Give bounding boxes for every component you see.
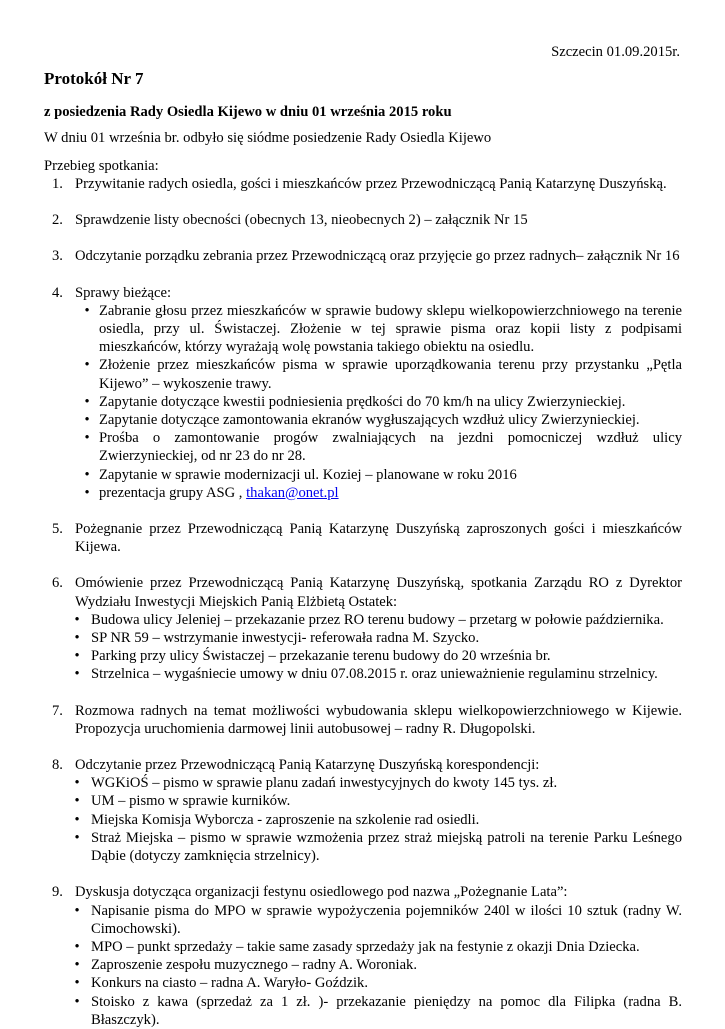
item-number: 2. [52,212,63,229]
bullet-icon: • [84,393,90,410]
list-item: • Konkurs na ciasto – radna A. Waryło- Goździk. [44,974,682,992]
item-text: Sprawy bieżące: [75,284,172,301]
list-item: • Prośba o zamontowanie progów zwalniających na jezdni pomocniczej wzdłuż ulicy Zwierzynieckiej, od nr 23 do nr 28. [44,429,682,465]
agenda-item-1 [44,175,682,193]
item-number: 8. [52,757,63,774]
bullet-icon: • [74,611,80,628]
item-number: 9. [52,884,63,901]
item-text: Omówienie przez Przewodniczącą Panią Katarzynę Duszyńską, spotkania Zarządu RO z Dyrektor Wydziału Inwestycji Miejskich Panią Elżbietą Ostatek: [75,575,682,610]
item-text: Przywitanie radych osiedla, gości i mieszkańców przez Przewodniczącą Panią Katarzynę Duszyńską. [75,176,667,192]
list-item: • prezentacja grupy ASG , thakan@onet.pl [44,484,682,502]
bullet-icon: • [74,793,80,810]
item-number: 6. [52,575,63,592]
bullet-icon: • [74,630,80,647]
list-item: • Zapytanie dotyczące kwestii podniesienia prędkości do 70 km/h na ulicy Zwierzynieckiej. [44,393,682,411]
agenda-item-5 [44,520,682,556]
list-item: • Zapytanie w sprawie modernizacji ul. Koziej – planowane w roku 2016 [44,466,682,484]
item-number: 4. [52,284,63,301]
bullet-icon: • [84,484,90,501]
item-number: 7. [52,702,63,719]
item-text: Odczytanie porządku zebrania przez Przewodniczącą oraz przyjęcie go przez radnych– załącznik Nr 16 [75,248,680,265]
bullet-icon: • [74,975,80,992]
item-number: 3. [52,248,63,265]
list-item: • Zabranie głosu przez mieszkańców w sprawie budowy sklepu wielkopowierzchniowego na terenie osiedla, przy ul. Świstaczej. Złożenie w tej sprawie pisma oraz kopii listy z podpisami mieszkańców, którzy wyrażają wolę powstania takiego obiektu na osiedlu. [44,302,682,357]
list-item: • Miejska Komisja Wyborcza - zaproszenie na szkolenie rad osiedli. [44,811,682,829]
bullet-icon: • [74,648,80,665]
bullet-icon: • [74,829,80,846]
item-6-bullets [44,611,682,684]
list-item: • Strzelnica – wygaśniecie umowy w dniu 07.08.2015 r. oraz unieważnienie regulaminu strzelnicy. [44,665,682,683]
agenda-item-9 [44,883,682,901]
list-item: • Budowa ulicy Jeleniej – przekazanie przez RO terenu budowy – przetarg w połowie października. [44,611,682,629]
item-number: 5. [52,521,63,538]
agenda-item-3 [44,247,682,265]
item-text: Dyskusja dotycząca organizacji festynu osiedlowego pod nazwa „Pożegnanie Lata”: [75,884,568,901]
list-item: • WGKiOŚ – pismo w sprawie planu zadań inwestycyjnych do kwoty 145 tys. zł. [44,774,682,792]
list-item: • Napisanie pisma do MPO w sprawie wypożyczenia pojemników 240l w ilości 10 sztuk (radny W. Cimochowski). [44,902,682,938]
item-number: 1. [52,176,63,192]
item-text: Sprawdzenie listy obecności (obecnych 13, nieobecnych 2) – załącznik Nr 15 [75,212,528,229]
bullet-icon: • [84,412,90,429]
list-item: • Złożenie przez mieszkańców pisma w sprawie uporządkowania terenu przy przystanku „Pętla Kijewo” – wykoszenie trawy. [44,356,682,392]
list-item: • Stoisko z kawa (sprzedaż za 1 zł. )- przekazanie pieniędzy na pomoc dla Filipka (radna B. Błaszczyk). [44,993,682,1029]
document-date: Szczecin 01.09.2015r. [551,44,680,60]
agenda-item-7 [44,702,682,738]
item-8-bullets [44,774,682,865]
meeting-agenda-label: Przebieg spotkania: [44,158,159,174]
list-item: • SP NR 59 – wstrzymanie inwestycji- referowała radna M. Szycko. [44,629,682,647]
email-link[interactable]: thakan@onet.pl [246,484,339,501]
agenda-item-6 [44,574,682,610]
bullet-icon: • [74,902,80,919]
bullet-icon: • [84,302,90,319]
bullet-icon: • [74,993,80,1010]
bullet-icon: • [84,466,90,483]
list-item: • Zapytanie dotyczące zamontowania ekranów wygłuszających wzdłuż ulicy Zwierzynieckiej. [44,411,682,429]
bullet-icon: • [74,811,80,828]
list-item: • UM – pismo w sprawie kurników. [44,792,682,810]
intro-paragraph: W dniu 01 września br. odbyło się siódme posiedzenie Rady Osiedla Kijewo [44,130,492,146]
list-item: • MPO – punkt sprzedaży – takie same zasady sprzedaży jak na festynie z okazji Dnia Dziecka. [44,938,682,956]
item-4-bullets [44,302,682,502]
item-text: Odczytanie przez Przewodniczącą Panią Katarzynę Duszyńską korespondencji: [75,757,540,774]
document-subtitle: z posiedzenia Rady Osiedla Kijewo w dniu 01 września 2015 roku [44,104,452,120]
item-9-bullets [44,902,682,1029]
bullet-icon: • [84,357,90,374]
document-title: Protokół Nr 7 [44,69,144,88]
agenda-list [44,175,682,1029]
agenda-item-4 [44,284,682,302]
bullet-icon: • [74,957,80,974]
list-item: • Zaproszenie zespołu muzycznego – radny A. Woroniak. [44,956,682,974]
list-item: • Straż Miejska – pismo w sprawie wzmożenia przez straż miejską patroli na terenie Parku Leśnego Dąbie (dotyczy zamknięcia strzelnicy). [44,829,682,865]
bullet-icon: • [74,775,80,792]
item-text: Rozmowa radnych na temat możliwości wybudowania sklepu wielkopowierzchniowego w Kijewie. Propozycja uruchomienia darmowej linii autobusowej – radny R. Długopolski. [75,702,682,737]
bullet-icon: • [74,666,80,683]
bullet-icon: • [74,938,80,955]
agenda-item-8 [44,756,682,774]
agenda-item-2 [44,211,682,229]
list-item: • Parking przy ulicy Świstaczej – przekazanie terenu budowy do 20 września br. [44,647,682,665]
item-text: Pożegnanie przez Przewodniczącą Panią Katarzynę Duszyńską zaproszonych gości i mieszkańców Kijewa. [75,521,682,556]
bullet-icon: • [84,430,90,447]
